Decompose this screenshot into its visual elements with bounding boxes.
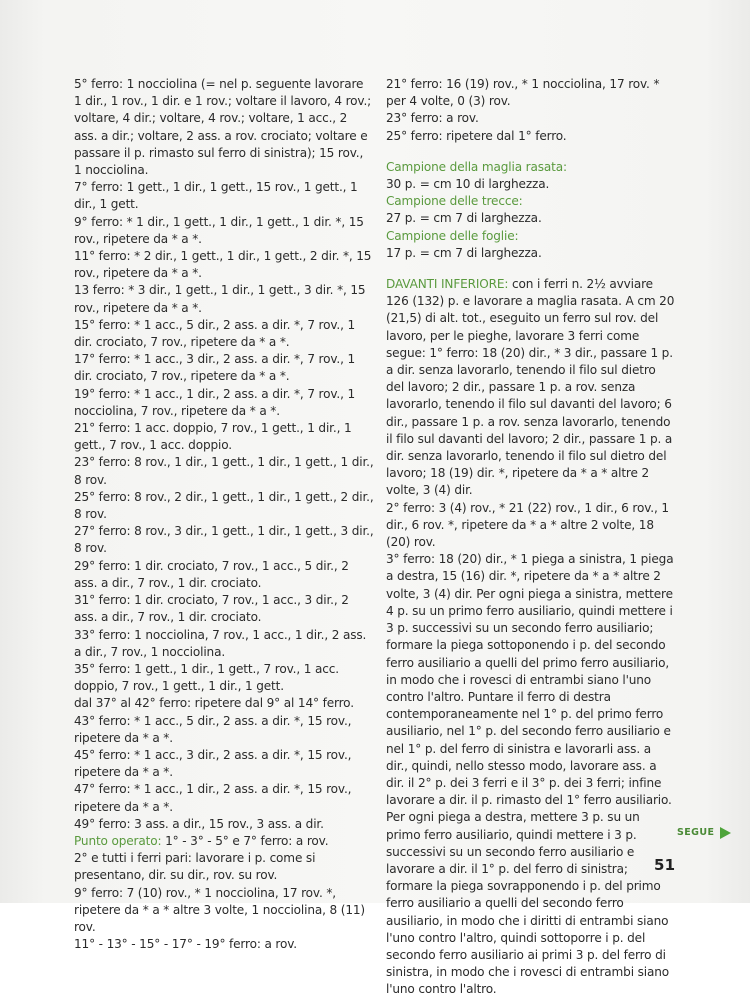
instruction-paragraph bbox=[74, 282, 374, 316]
paragraph-text: 23° ferro: a rov. bbox=[386, 111, 479, 126]
paragraph-text: 27 p. = cm 7 di larghezza. bbox=[386, 211, 542, 226]
paragraph-text: 29° ferro: 1 dir. crociato, 7 rov., 1 acc., 5 dir., 2 ass. a dir., 7 rov., 1 dir. crociato. bbox=[74, 558, 349, 590]
instruction-paragraph bbox=[74, 523, 374, 557]
continue-label: SEGUE bbox=[677, 827, 715, 838]
paragraph-text: 19° ferro: * 1 acc., 1 dir., 2 ass. a dir. *, 7 rov., 1 nocciolina, 7 rov., ripetere da * a *. bbox=[74, 386, 356, 418]
paragraph-text: 3° ferro: 18 (20) dir., * 1 piega a sinistra, 1 piega a destra, 15 (16) dir. *, ripetere da * a * altre 2 volte, 3 (4) dir. Per ogni piega a sinistra, mettere 4 p. su un primo ferro ausiliario, quindi mettere i 3 p. successivi su un secondo ferro ausiliario; formare la piega sottoponendo i p. del secondo ferro ausiliario a quelli del primo ferro ausiliario, in modo che i rovesci di entrambi siano l'uno contro l'altro. Puntare il ferro di destra contemporaneamente nel 1° p. del primo ferro ausiliario, nel 1° p. del secondo ferro ausiliario e nel 1° p. del ferro di sinistra e lavorarli ass. a dir., quindi, nello stesso modo, lavorare ass. a dir. il 2° p. dei 3 ferri e il 3° p. dei 3 ferri; infine lavorare a dir. il p. rimasto del 1° ferro ausiliario. Per ogni piega a destra, mettere 3 p. su un primo ferro ausiliario, quindi mettere i 3 p. successivi su un secondo ferro ausiliario e lavorare a dir. il 1° p. del ferro di sinistra; formare la piega sovrapponendo i p. del primo ferro ausiliario a quelli del secondo ferro ausiliario, in modo che i diritti di entrambi siano l'uno contro l'altro, quindi sottoporre i p. del secondo ferro ausiliario ai primi 3 p. del ferro di sinistra, in modo che i rovesci di entrambi siano l'uno contro l'altro. bbox=[386, 552, 674, 997]
paragraph-text: 47° ferro: * 1 acc., 1 dir., 2 ass. a dir. *, 15 rov., ripetere da * a *. bbox=[74, 782, 352, 814]
paragraph-text: 13 ferro: * 3 dir., 1 gett., 1 dir., 1 gett., 3 dir. *, 15 rov., ripetere da * a *. bbox=[74, 283, 366, 315]
instruction-paragraph bbox=[74, 713, 374, 747]
paragraph-text: 25° ferro: 8 rov., 2 dir., 1 gett., 1 dir., 1 gett., 2 dir., 8 rov. bbox=[74, 489, 374, 522]
paragraph-text: 31° ferro: 1 dir. crociato, 7 rov., 1 acc., 3 dir., 2 ass. a dir., 7 rov., 1 dir. crociato. bbox=[74, 593, 349, 625]
section-heading: DAVANTI INFERIORE: bbox=[386, 277, 509, 292]
instruction-paragraph bbox=[74, 936, 374, 953]
instruction-paragraph bbox=[74, 214, 374, 248]
paragraph-text: 17° ferro: * 1 acc., 3 dir., 2 ass. a dir. *, 7 rov., 1 dir. crociato, 7 rov., ripetere da * a *. bbox=[74, 352, 356, 384]
paragraph-text: 15° ferro: * 1 acc., 5 dir., 2 ass. a dir. *, 7 rov., 1 dir. crociato, 7 rov., ripetere da * a *. bbox=[74, 317, 356, 350]
paragraph-text: 33° ferro: 1 nocciolina, 7 rov., 1 acc., 1 dir., 2 ass. a dir., 7 rov., 1 nocciolina. bbox=[74, 627, 367, 659]
instruction-paragraph bbox=[74, 558, 374, 592]
paragraph-text: 43° ferro: * 1 acc., 5 dir., 2 ass. a dir. *, 15 rov., ripetere da * a *. bbox=[74, 713, 352, 745]
paragraph-text: 27° ferro: 8 rov., 3 dir., 1 gett., 1 dir., 1 gett., 3 dir., 8 rov. bbox=[74, 524, 374, 556]
arrow-right-icon bbox=[720, 827, 731, 839]
instruction-paragraph bbox=[74, 592, 374, 626]
instruction-paragraph bbox=[74, 351, 374, 385]
paragraph-text: 17 p. = cm 7 di larghezza. bbox=[386, 245, 542, 260]
paragraph-text: 5° ferro: 1 nocciolina (= nel p. seguente lavorare 1 dir., 1 rov., 1 dir. e 1 rov.; voltare il lavoro, 4 rov.; voltare, 4 dir.; voltare, 4 rov.; voltare, 1 acc., 2 ass. a dir.; voltare, 2 ass. a rov. crociato; voltare e passare il p. rimasto sul ferro di sinistra); 15 rov., 1 nocciolina. bbox=[74, 77, 372, 178]
section-heading: Punto operato: bbox=[74, 833, 162, 848]
instruction-paragraph bbox=[74, 885, 374, 937]
paragraph-text: 21° ferro: 1 acc. doppio, 7 rov., 1 gett., 1 dir., 1 gett., 7 rov., 1 acc. doppio. bbox=[74, 421, 352, 453]
instruction-paragraph bbox=[386, 210, 676, 227]
instruction-paragraph bbox=[74, 420, 374, 454]
instruction-paragraph bbox=[386, 245, 676, 262]
paragraph-gap bbox=[386, 262, 676, 276]
continue-indicator bbox=[677, 824, 731, 841]
section-heading: Campione delle trecce: bbox=[386, 194, 523, 209]
instruction-paragraph bbox=[386, 500, 676, 552]
instruction-paragraph bbox=[74, 816, 374, 833]
instruction-paragraph bbox=[74, 661, 374, 695]
paragraph-gap bbox=[386, 145, 676, 159]
instruction-paragraph bbox=[74, 627, 374, 661]
instruction-paragraph bbox=[74, 489, 374, 523]
page-number: 51 bbox=[654, 856, 676, 874]
paragraph-text: 2° e tutti i ferri pari: lavorare i p. come si presentano, dir. su dir., rov. su rov. bbox=[74, 851, 316, 883]
instruction-paragraph bbox=[74, 76, 374, 179]
instruction-paragraph bbox=[74, 248, 374, 282]
section-heading: Campione delle foglie: bbox=[386, 228, 519, 243]
paragraph-text: 11° - 13° - 15° - 17° - 19° ferro: a rov. bbox=[74, 937, 297, 952]
right-column bbox=[386, 76, 676, 999]
paragraph-text: con i ferri n. 2½ avviare 126 (132) p. e lavorare a maglia rasata. A cm 20 (21,5) di alt. tot., eseguito un ferro sul rov. del lavoro, per le pieghe, lavorare 3 ferri come segue: 1° ferro: 18 (20) dir., * 3 dir., passare 1 p. a dir. senza lavorarlo, tenendo il filo sul dietro del lavoro; 2 dir., passare 1 p. a rov. senza lavorarlo, tenendo il filo sul davanti del lavoro; 6 dir., passare 1 p. a rov. senza lavorarlo, tenendo il filo sul davanti del lavoro; 2 dir., passare 1 p. a dir. senza lavorarlo, tenendo il filo sul dietro del lavoro; 18 (19) dir. *, ripetere da * a * altre 2 volte, 3 (4) dir. bbox=[386, 277, 675, 498]
instruction-paragraph bbox=[386, 176, 676, 193]
instruction-paragraph bbox=[386, 159, 676, 176]
instruction-paragraph bbox=[386, 228, 676, 245]
instruction-paragraph bbox=[386, 110, 676, 127]
paragraph-text: 11° ferro: * 2 dir., 1 gett., 1 dir., 1 gett., 2 dir. *, 15 rov., ripetere da * a *. bbox=[74, 249, 372, 281]
instruction-paragraph bbox=[74, 833, 374, 850]
instruction-paragraph bbox=[386, 76, 676, 110]
instruction-paragraph bbox=[74, 695, 374, 712]
instruction-paragraph bbox=[74, 386, 374, 420]
paragraph-text: dal 37° al 42° ferro: ripetere dal 9° al 14° ferro. bbox=[74, 696, 354, 711]
instruction-paragraph bbox=[386, 193, 676, 210]
paragraph-text: 9° ferro: 7 (10) rov., * 1 nocciolina, 17 rov. *, ripetere da * a * altre 3 volte, 1 nocciolina, 8 (11) rov. bbox=[74, 885, 365, 934]
paragraph-text: 49° ferro: 3 ass. a dir., 15 rov., 3 ass. a dir. bbox=[74, 816, 324, 831]
instruction-paragraph bbox=[386, 551, 676, 998]
instruction-paragraph bbox=[74, 179, 374, 213]
left-column bbox=[74, 76, 374, 953]
paragraph-text: 1° - 3° - 5° e 7° ferro: a rov. bbox=[161, 833, 329, 848]
instruction-paragraph bbox=[74, 781, 374, 815]
paragraph-text: 9° ferro: * 1 dir., 1 gett., 1 dir., 1 gett., 1 dir. *, 15 rov., ripetere da * a *. bbox=[74, 214, 364, 246]
section-heading: Campione della maglia rasata: bbox=[386, 159, 567, 174]
instruction-paragraph bbox=[386, 276, 676, 500]
paragraph-text: 25° ferro: ripetere dal 1° ferro. bbox=[386, 128, 567, 143]
paragraph-text: 30 p. = cm 10 di larghezza. bbox=[386, 177, 550, 192]
instruction-paragraph bbox=[74, 454, 374, 488]
instruction-paragraph bbox=[386, 128, 676, 145]
instruction-paragraph bbox=[74, 850, 374, 884]
paragraph-text: 21° ferro: 16 (19) rov., * 1 nocciolina, 17 rov. * per 4 volte, 0 (3) rov. bbox=[386, 77, 660, 109]
paragraph-text: 35° ferro: 1 gett., 1 dir., 1 gett., 7 rov., 1 acc. doppio, 7 rov., 1 gett., 1 dir., 1 gett. bbox=[74, 661, 339, 694]
paragraph-text: 2° ferro: 3 (4) rov., * 21 (22) rov., 1 dir., 6 rov., 1 dir., 6 rov. *, ripetere da * a * altre 2 volte, 18 (20) rov. bbox=[386, 500, 669, 550]
paragraph-text: 45° ferro: * 1 acc., 3 dir., 2 ass. a dir. *, 15 rov., ripetere da * a *. bbox=[74, 747, 352, 780]
paragraph-text: 7° ferro: 1 gett., 1 dir., 1 gett., 15 rov., 1 gett., 1 dir., 1 gett. bbox=[74, 180, 358, 212]
paragraph-text: 23° ferro: 8 rov., 1 dir., 1 gett., 1 dir., 1 gett., 1 dir., 8 rov. bbox=[74, 455, 374, 487]
instruction-paragraph bbox=[74, 317, 374, 351]
instruction-paragraph bbox=[74, 747, 374, 781]
